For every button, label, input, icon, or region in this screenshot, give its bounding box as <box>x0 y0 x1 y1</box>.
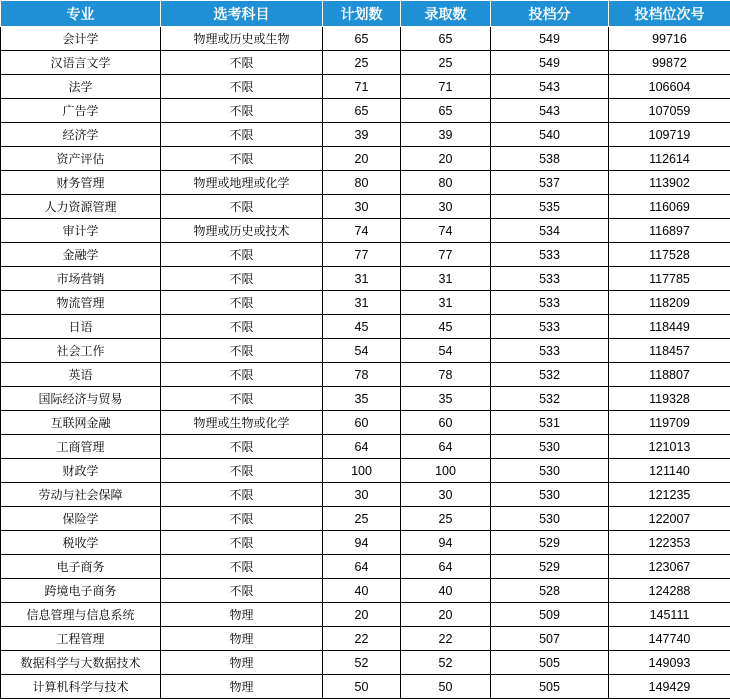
cell-major: 会计学 <box>1 27 161 51</box>
cell-score: 532 <box>491 387 609 411</box>
cell-subjects: 不限 <box>161 579 323 603</box>
cell-major: 审计学 <box>1 219 161 243</box>
table-row <box>1 171 730 195</box>
cell-major: 广告学 <box>1 99 161 123</box>
table-row <box>1 507 730 531</box>
cell-plan-count: 31 <box>323 291 401 315</box>
cell-plan-count: 65 <box>323 99 401 123</box>
cell-rank: 122353 <box>609 531 730 555</box>
cell-major: 跨境电子商务 <box>1 579 161 603</box>
cell-plan-count: 50 <box>323 675 401 699</box>
cell-rank: 121013 <box>609 435 730 459</box>
table-row <box>1 75 730 99</box>
cell-score: 534 <box>491 219 609 243</box>
cell-admitted-count: 65 <box>401 27 491 51</box>
cell-admitted-count: 60 <box>401 411 491 435</box>
cell-major: 工程管理 <box>1 627 161 651</box>
header-subjects: 选考科目 <box>161 1 323 27</box>
table-row <box>1 531 730 555</box>
cell-major: 资产评估 <box>1 147 161 171</box>
cell-score: 507 <box>491 627 609 651</box>
cell-plan-count: 31 <box>323 267 401 291</box>
cell-major: 经济学 <box>1 123 161 147</box>
cell-admitted-count: 40 <box>401 579 491 603</box>
cell-rank: 118807 <box>609 363 730 387</box>
cell-admitted-count: 31 <box>401 267 491 291</box>
cell-subjects: 物理或历史或技术 <box>161 219 323 243</box>
cell-major: 市场营销 <box>1 267 161 291</box>
cell-admitted-count: 25 <box>401 51 491 75</box>
cell-plan-count: 74 <box>323 219 401 243</box>
table-row <box>1 603 730 627</box>
cell-admitted-count: 22 <box>401 627 491 651</box>
table-row <box>1 483 730 507</box>
cell-score: 549 <box>491 27 609 51</box>
cell-subjects: 不限 <box>161 243 323 267</box>
cell-rank: 117785 <box>609 267 730 291</box>
cell-subjects: 不限 <box>161 555 323 579</box>
cell-plan-count: 78 <box>323 363 401 387</box>
cell-subjects: 不限 <box>161 147 323 171</box>
cell-plan-count: 25 <box>323 51 401 75</box>
cell-rank: 99716 <box>609 27 730 51</box>
cell-plan-count: 20 <box>323 603 401 627</box>
cell-admitted-count: 20 <box>401 603 491 627</box>
cell-plan-count: 22 <box>323 627 401 651</box>
cell-major: 金融学 <box>1 243 161 267</box>
cell-major: 工商管理 <box>1 435 161 459</box>
cell-subjects: 物理 <box>161 627 323 651</box>
cell-rank: 149093 <box>609 651 730 675</box>
cell-rank: 121140 <box>609 459 730 483</box>
cell-subjects: 不限 <box>161 99 323 123</box>
cell-score: 532 <box>491 363 609 387</box>
cell-major: 人力资源管理 <box>1 195 161 219</box>
cell-plan-count: 77 <box>323 243 401 267</box>
cell-major: 物流管理 <box>1 291 161 315</box>
cell-rank: 123067 <box>609 555 730 579</box>
cell-rank: 99872 <box>609 51 730 75</box>
cell-admitted-count: 64 <box>401 435 491 459</box>
cell-major: 税收学 <box>1 531 161 555</box>
cell-admitted-count: 25 <box>401 507 491 531</box>
cell-subjects: 物理 <box>161 675 323 699</box>
cell-score: 529 <box>491 531 609 555</box>
cell-score: 533 <box>491 339 609 363</box>
table-row <box>1 411 730 435</box>
cell-admitted-count: 30 <box>401 483 491 507</box>
cell-rank: 117528 <box>609 243 730 267</box>
table-row <box>1 435 730 459</box>
header-admitted-count: 录取数 <box>401 1 491 27</box>
cell-score: 533 <box>491 315 609 339</box>
table-row <box>1 243 730 267</box>
cell-admitted-count: 74 <box>401 219 491 243</box>
table-row <box>1 99 730 123</box>
cell-plan-count: 65 <box>323 27 401 51</box>
cell-admitted-count: 77 <box>401 243 491 267</box>
cell-rank: 119328 <box>609 387 730 411</box>
cell-score: 543 <box>491 99 609 123</box>
cell-score: 529 <box>491 555 609 579</box>
table-row <box>1 555 730 579</box>
cell-plan-count: 25 <box>323 507 401 531</box>
cell-score: 530 <box>491 507 609 531</box>
cell-score: 533 <box>491 291 609 315</box>
cell-admitted-count: 65 <box>401 99 491 123</box>
cell-rank: 122007 <box>609 507 730 531</box>
header-major: 专业 <box>1 1 161 27</box>
cell-admitted-count: 80 <box>401 171 491 195</box>
cell-score: 530 <box>491 435 609 459</box>
cell-admitted-count: 35 <box>401 387 491 411</box>
cell-admitted-count: 54 <box>401 339 491 363</box>
cell-rank: 118449 <box>609 315 730 339</box>
cell-score: 528 <box>491 579 609 603</box>
cell-plan-count: 94 <box>323 531 401 555</box>
cell-subjects: 物理或地理或化学 <box>161 171 323 195</box>
cell-major: 汉语言文学 <box>1 51 161 75</box>
cell-rank: 109719 <box>609 123 730 147</box>
cell-score: 533 <box>491 267 609 291</box>
table-row <box>1 627 730 651</box>
header-score: 投档分 <box>491 1 609 27</box>
cell-admitted-count: 30 <box>401 195 491 219</box>
cell-major: 法学 <box>1 75 161 99</box>
cell-subjects: 不限 <box>161 483 323 507</box>
table-row <box>1 675 730 699</box>
cell-rank: 124288 <box>609 579 730 603</box>
cell-subjects: 物理 <box>161 651 323 675</box>
cell-subjects: 不限 <box>161 291 323 315</box>
cell-admitted-count: 20 <box>401 147 491 171</box>
cell-plan-count: 60 <box>323 411 401 435</box>
cell-major: 英语 <box>1 363 161 387</box>
cell-subjects: 不限 <box>161 363 323 387</box>
header-row <box>1 1 730 27</box>
cell-admitted-count: 50 <box>401 675 491 699</box>
cell-score: 549 <box>491 51 609 75</box>
cell-rank: 118209 <box>609 291 730 315</box>
cell-plan-count: 64 <box>323 555 401 579</box>
cell-score: 530 <box>491 459 609 483</box>
cell-subjects: 不限 <box>161 195 323 219</box>
cell-major: 社会工作 <box>1 339 161 363</box>
table-row <box>1 459 730 483</box>
cell-subjects: 不限 <box>161 123 323 147</box>
cell-subjects: 不限 <box>161 507 323 531</box>
table-row <box>1 195 730 219</box>
cell-subjects: 不限 <box>161 435 323 459</box>
table-row <box>1 579 730 603</box>
cell-subjects: 物理 <box>161 603 323 627</box>
cell-major: 电子商务 <box>1 555 161 579</box>
cell-rank: 121235 <box>609 483 730 507</box>
cell-rank: 118457 <box>609 339 730 363</box>
table-header <box>1 1 730 27</box>
cell-major: 信息管理与信息系统 <box>1 603 161 627</box>
cell-admitted-count: 39 <box>401 123 491 147</box>
cell-score: 505 <box>491 651 609 675</box>
cell-rank: 106604 <box>609 75 730 99</box>
cell-plan-count: 64 <box>323 435 401 459</box>
cell-rank: 113902 <box>609 171 730 195</box>
cell-rank: 116897 <box>609 219 730 243</box>
table-row <box>1 291 730 315</box>
cell-score: 505 <box>491 675 609 699</box>
cell-score: 540 <box>491 123 609 147</box>
cell-major: 保险学 <box>1 507 161 531</box>
cell-major: 财务管理 <box>1 171 161 195</box>
cell-admitted-count: 52 <box>401 651 491 675</box>
cell-score: 531 <box>491 411 609 435</box>
cell-subjects: 物理或历史或生物 <box>161 27 323 51</box>
table-row <box>1 651 730 675</box>
header-rank: 投档位次号 <box>609 1 730 27</box>
table-row <box>1 147 730 171</box>
cell-rank: 116069 <box>609 195 730 219</box>
cell-plan-count: 100 <box>323 459 401 483</box>
cell-major: 互联网金融 <box>1 411 161 435</box>
cell-score: 538 <box>491 147 609 171</box>
cell-subjects: 不限 <box>161 387 323 411</box>
cell-rank: 145111 <box>609 603 730 627</box>
cell-rank: 119709 <box>609 411 730 435</box>
table-row <box>1 267 730 291</box>
cell-major: 劳动与社会保障 <box>1 483 161 507</box>
cell-subjects: 不限 <box>161 339 323 363</box>
cell-score: 537 <box>491 171 609 195</box>
cell-admitted-count: 100 <box>401 459 491 483</box>
table-row <box>1 27 730 51</box>
cell-score: 530 <box>491 483 609 507</box>
cell-admitted-count: 64 <box>401 555 491 579</box>
cell-plan-count: 54 <box>323 339 401 363</box>
header-plan-count: 计划数 <box>323 1 401 27</box>
table-body <box>1 27 730 699</box>
cell-plan-count: 80 <box>323 171 401 195</box>
cell-plan-count: 30 <box>323 195 401 219</box>
cell-score: 509 <box>491 603 609 627</box>
cell-major: 日语 <box>1 315 161 339</box>
cell-subjects: 不限 <box>161 51 323 75</box>
cell-major: 财政学 <box>1 459 161 483</box>
cell-score: 543 <box>491 75 609 99</box>
cell-major: 国际经济与贸易 <box>1 387 161 411</box>
cell-plan-count: 52 <box>323 651 401 675</box>
table-row <box>1 219 730 243</box>
cell-admitted-count: 78 <box>401 363 491 387</box>
table-row <box>1 339 730 363</box>
cell-subjects: 不限 <box>161 531 323 555</box>
cell-rank: 147740 <box>609 627 730 651</box>
cell-plan-count: 39 <box>323 123 401 147</box>
cell-plan-count: 45 <box>323 315 401 339</box>
table-row <box>1 363 730 387</box>
cell-subjects: 不限 <box>161 459 323 483</box>
cell-plan-count: 30 <box>323 483 401 507</box>
cell-plan-count: 71 <box>323 75 401 99</box>
cell-plan-count: 20 <box>323 147 401 171</box>
cell-score: 535 <box>491 195 609 219</box>
cell-subjects: 不限 <box>161 75 323 99</box>
cell-rank: 112614 <box>609 147 730 171</box>
cell-subjects: 不限 <box>161 267 323 291</box>
cell-major: 计算机科学与技术 <box>1 675 161 699</box>
table-row <box>1 315 730 339</box>
cell-admitted-count: 31 <box>401 291 491 315</box>
cell-admitted-count: 45 <box>401 315 491 339</box>
cell-plan-count: 40 <box>323 579 401 603</box>
cell-plan-count: 35 <box>323 387 401 411</box>
cell-rank: 149429 <box>609 675 730 699</box>
cell-subjects: 不限 <box>161 315 323 339</box>
table-row <box>1 51 730 75</box>
cell-admitted-count: 94 <box>401 531 491 555</box>
table-row <box>1 387 730 411</box>
cell-rank: 107059 <box>609 99 730 123</box>
cell-major: 数据科学与大数据技术 <box>1 651 161 675</box>
cell-admitted-count: 71 <box>401 75 491 99</box>
cell-score: 533 <box>491 243 609 267</box>
table-row <box>1 123 730 147</box>
cell-subjects: 物理或生物或化学 <box>161 411 323 435</box>
